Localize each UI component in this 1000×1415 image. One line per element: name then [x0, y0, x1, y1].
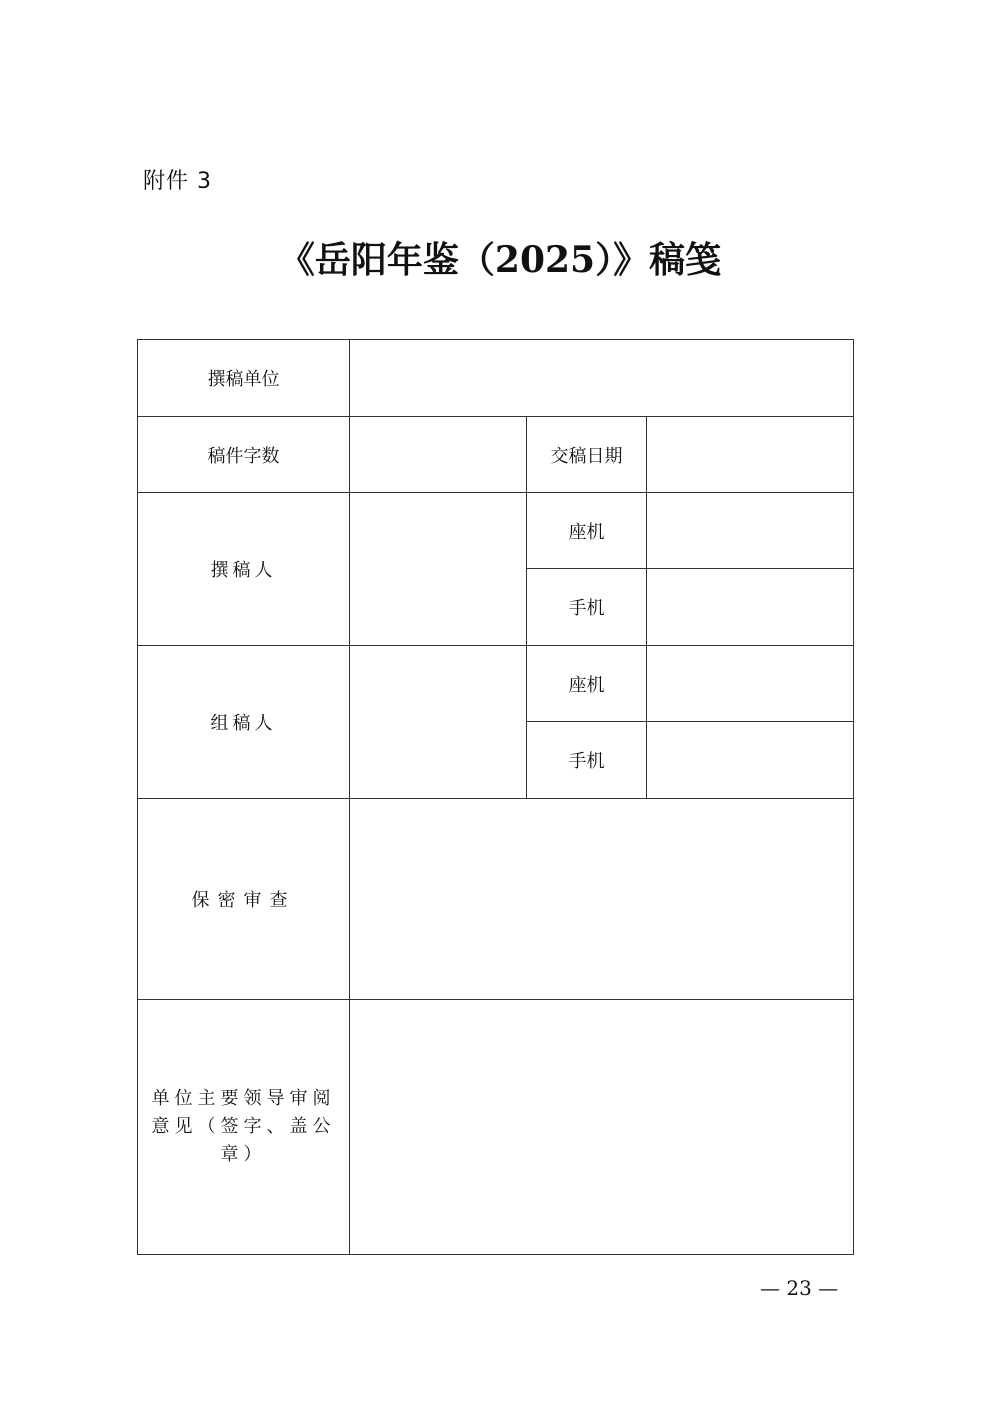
document-title: 《岳阳年鉴（2025）》稿笺 [278, 239, 722, 281]
author-landline-label: 座机 [527, 493, 647, 569]
leader-review-label [138, 1000, 350, 1255]
author-unit-field[interactable] [350, 340, 854, 417]
organizer-mobile-field[interactable] [647, 722, 854, 799]
organizer-field[interactable] [350, 646, 527, 799]
author-field[interactable] [350, 493, 527, 646]
organizer-landline-label: 座机 [527, 646, 647, 722]
author-mobile-field[interactable] [647, 569, 854, 646]
author-unit-label: 撰稿单位 [138, 340, 350, 417]
organizer-label: 组稿人 [138, 646, 350, 799]
author-landline-field[interactable] [647, 493, 854, 569]
manuscript-form [137, 339, 854, 1255]
secrecy-review-label: 保密审查 [138, 799, 350, 1000]
secrecy-review-field[interactable] [350, 799, 854, 1000]
page-number: — 23 — [760, 1276, 839, 1300]
author-label: 撰稿人 [138, 493, 350, 646]
attachment-label: 附件 3 [143, 169, 212, 194]
word-count-label: 稿件字数 [138, 417, 350, 493]
word-count-field[interactable] [350, 417, 527, 493]
organizer-mobile-label: 手机 [527, 722, 647, 799]
submit-date-field[interactable] [647, 417, 854, 493]
leader-review-field[interactable] [350, 1000, 854, 1255]
leader-review-label-line1: 单位主要领导审阅 [151, 1088, 336, 1109]
leader-review-label-line2: 意见（签字、盖公章） [151, 1116, 336, 1165]
organizer-landline-field[interactable] [647, 646, 854, 722]
author-mobile-label: 手机 [527, 569, 647, 646]
submit-date-label: 交稿日期 [527, 417, 647, 493]
